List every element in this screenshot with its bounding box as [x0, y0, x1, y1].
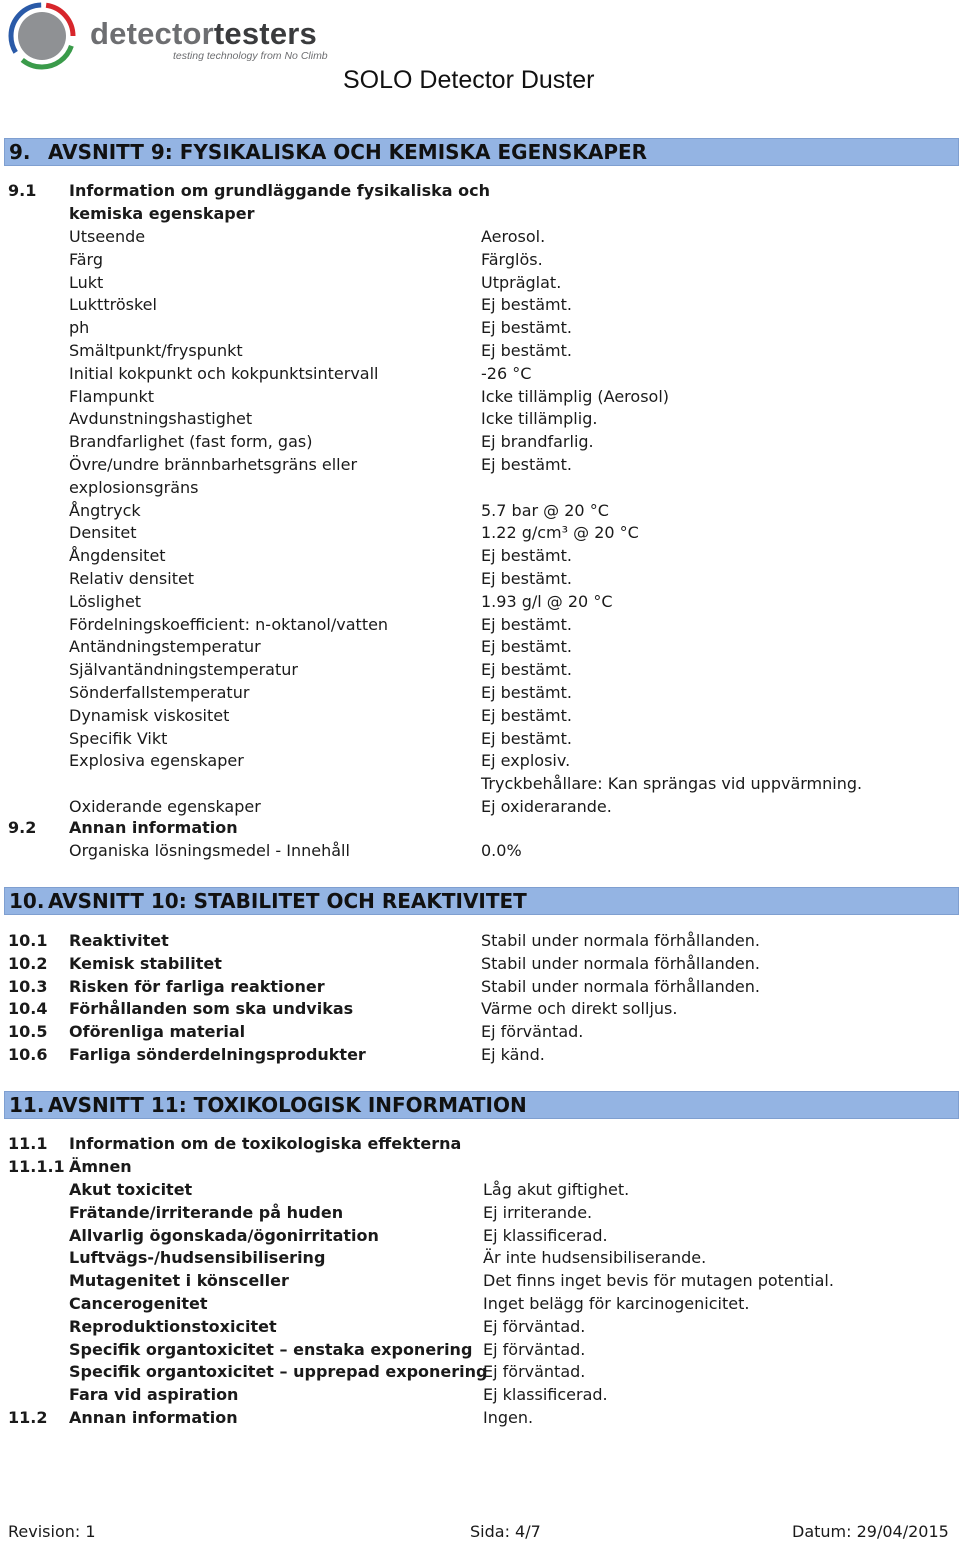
item-label: Oförenliga material [69, 1022, 246, 1042]
property-row [0, 774, 960, 797]
property-value: Ej bestämt. [481, 660, 572, 680]
property-value: 1.93 g/l @ 20 °C [481, 591, 613, 611]
property-row [0, 523, 960, 546]
property-label: Relativ densitet [69, 569, 195, 588]
item-label: Specifik organtoxicitet – enstaka exponering [69, 1339, 473, 1359]
property-row [0, 797, 960, 820]
property-label: Avdunstningshastighet [69, 409, 253, 429]
section-9-header: 9. AVSNITT 9: FYSIKALISKA OCH KEMISKA EGENSKAPER [4, 138, 959, 166]
property-row [0, 637, 960, 660]
item-number: 10.3 [8, 976, 48, 996]
item-label: Kemisk stabilitet [69, 953, 222, 973]
stability-row [0, 1045, 960, 1068]
item-label: Akut toxicitet [69, 1180, 193, 1199]
toxicology-row [0, 1385, 960, 1408]
brand-name: detectortesters [90, 16, 317, 51]
stability-row [0, 1022, 960, 1045]
stability-row [0, 977, 960, 1000]
property-row [0, 455, 960, 478]
property-row: Organiska lösningsmedel - Innehåll 0.0% [69, 841, 522, 860]
property-value: Färglös. [481, 249, 543, 269]
property-label: Initial kokpunkt och kokpunktsintervall [69, 363, 379, 383]
item-label: Farliga sönderdelningsprodukter [69, 1045, 366, 1064]
stability-row [0, 999, 960, 1022]
property-row [0, 501, 960, 524]
property-value: Ej bestämt. [481, 683, 572, 702]
property-row [0, 478, 960, 501]
property-value: Ej bestämt. [481, 341, 572, 360]
subsection-11-2: 11.2 Annan information Ingen. [8, 1408, 534, 1427]
stability-row [0, 931, 960, 954]
brand-tagline: testing technology from No Climb [173, 50, 328, 62]
item-label: Förhållanden som ska undvikas [69, 999, 354, 1019]
subsection-9-2: 9.2 Annan information [8, 818, 238, 837]
toxicology-row [0, 1294, 960, 1317]
property-row [0, 432, 960, 455]
property-label: Lukttröskel [69, 295, 157, 315]
property-value: Ej bestämt. [481, 728, 572, 748]
property-label: ph [69, 318, 90, 338]
property-value: Utpräglat. [481, 272, 562, 292]
item-label: Specifik organtoxicitet – upprepad exponering [69, 1362, 488, 1382]
property-value: Ej bestämt. [481, 318, 572, 338]
item-value: Ej klassificerad. [483, 1385, 608, 1405]
item-label: Reproduktionstoxicitet [69, 1316, 277, 1336]
property-label: Antändningstemperatur [69, 637, 261, 657]
property-label: Färg [69, 249, 103, 269]
property-label: Löslighet [69, 591, 142, 611]
item-number: 10.6 [8, 1045, 48, 1064]
toxicology-row [0, 1203, 960, 1226]
footer-page-number: Sida: 4/7 [470, 1522, 541, 1541]
stability-row [0, 954, 960, 977]
toxicology-row [0, 1340, 960, 1363]
product-title: SOLO Detector Duster [343, 66, 595, 94]
property-row [0, 409, 960, 432]
property-row [0, 615, 960, 638]
item-label: Luftvägs-/hudsensibilisering [69, 1248, 326, 1268]
property-row [0, 227, 960, 250]
section-11-header: 11. AVSNITT 11: TOXIKOLOGISK INFORMATION [4, 1091, 959, 1119]
property-row [0, 273, 960, 296]
property-label: Densitet [69, 523, 137, 543]
property-value: Tryckbehållare: Kan sprängas vid uppvärmning. [481, 774, 863, 794]
property-label: Brandfarlighet (fast form, gas) [69, 432, 313, 452]
property-value: 1.22 g/cm³ @ 20 °C [481, 523, 639, 543]
toxicology-row [0, 1362, 960, 1385]
toxicology-row [0, 1180, 960, 1203]
item-value: Är inte hudsensibiliserande. [483, 1248, 707, 1268]
property-value: Ej bestämt. [481, 546, 572, 566]
footer-revision: Revision: 1 [8, 1522, 96, 1541]
property-label: Fördelningskoefficient: n-oktanol/vatten [69, 614, 389, 634]
property-row [0, 729, 960, 752]
toxicology-row [0, 1226, 960, 1249]
toxicology-row [0, 1248, 960, 1271]
subsection-9-1-cont: kemiska egenskaper [69, 204, 255, 223]
property-label: Självantändningstemperatur [69, 660, 298, 680]
property-value: Ej bestämt. [481, 455, 572, 474]
property-value: Ej bestämt. [481, 614, 572, 634]
property-row [0, 295, 960, 318]
property-row [0, 569, 960, 592]
item-value: Ej klassificerad. [483, 1225, 608, 1245]
item-value: Stabil under normala förhållanden. [481, 953, 760, 973]
section-10-header: 10. AVSNITT 10: STABILITET OCH REAKTIVITET [4, 887, 959, 915]
property-row [0, 341, 960, 364]
property-value: Ej bestämt. [481, 569, 572, 588]
footer-date: Datum: 29/04/2015 [792, 1522, 949, 1541]
item-value: Stabil under normala förhållanden. [481, 931, 760, 950]
item-number: 10.4 [8, 999, 48, 1019]
property-label: Utseende [69, 227, 146, 246]
item-value: Ej irriterande. [483, 1202, 593, 1222]
property-value: Ej brandfarlig. [481, 432, 594, 452]
property-label: Flampunkt [69, 386, 155, 406]
item-value: Det finns inget bevis för mutagen potential. [483, 1271, 834, 1291]
property-row [0, 660, 960, 683]
item-label: Reaktivitet [69, 931, 169, 950]
property-row [0, 250, 960, 273]
property-label: Specifik Vikt [69, 728, 168, 748]
property-value: -26 °C [481, 363, 532, 383]
property-row [0, 387, 960, 410]
item-number: 10.5 [8, 1022, 48, 1042]
property-row [0, 364, 960, 387]
subsection-11-1-1: 11.1.1 Ämnen [8, 1157, 132, 1176]
subsection-9-1: 9.1 Information om grundläggande fysikaliska och [8, 181, 491, 200]
property-value: Icke tillämplig (Aerosol) [481, 386, 670, 406]
property-row [0, 546, 960, 569]
property-label: Smältpunkt/fryspunkt [69, 341, 243, 360]
property-label: Ångdensitet [69, 546, 166, 566]
item-value: Stabil under normala förhållanden. [481, 976, 760, 996]
item-value: Ej förväntad. [483, 1339, 586, 1359]
item-label: Mutagenitet i könsceller [69, 1271, 289, 1291]
property-value: Icke tillämplig. [481, 409, 598, 429]
item-value: Värme och direkt solljus. [481, 999, 678, 1019]
property-row [0, 706, 960, 729]
item-label: Allvarlig ögonskada/ögonirritation [69, 1225, 379, 1245]
property-value: Ej bestämt. [481, 637, 572, 657]
item-number: 10.2 [8, 953, 48, 973]
property-label: Övre/undre brännbarhetsgräns eller [69, 455, 358, 474]
property-label: Oxiderande egenskaper [69, 797, 261, 816]
property-value: Aerosol. [481, 227, 546, 246]
item-value: Inget belägg för karcinogenicitet. [483, 1294, 750, 1313]
property-value: 5.7 bar @ 20 °C [481, 500, 609, 520]
item-value: Låg akut giftighet. [483, 1180, 630, 1199]
property-label: Dynamisk viskositet [69, 705, 230, 725]
item-number: 10.1 [8, 931, 48, 950]
item-label: Cancerogenitet [69, 1294, 208, 1313]
property-label: Sönderfallstemperatur [69, 683, 250, 702]
item-value: Ej förväntad. [483, 1316, 586, 1336]
property-value: Ej bestämt. [481, 295, 572, 315]
item-label: Frätande/irriterande på huden [69, 1202, 344, 1222]
item-value: Ej förväntad. [481, 1022, 584, 1042]
property-label: Explosiva egenskaper [69, 751, 244, 771]
property-value: Ej bestämt. [481, 705, 572, 725]
item-value: Ej förväntad. [483, 1362, 586, 1382]
property-label: Ångtryck [69, 500, 141, 520]
property-row [0, 683, 960, 706]
toxicology-row [0, 1317, 960, 1340]
property-value: Ej oxiderarande. [481, 797, 612, 816]
toxicology-row [0, 1271, 960, 1294]
detectortesters-logo-icon [6, 2, 78, 70]
property-row [0, 751, 960, 774]
item-label: Fara vid aspiration [69, 1385, 239, 1405]
property-row [0, 592, 960, 615]
property-label: explosionsgräns [69, 477, 199, 497]
item-value: Ej känd. [481, 1045, 545, 1064]
property-label: Lukt [69, 272, 104, 292]
item-label: Risken för farliga reaktioner [69, 976, 325, 996]
property-value: Ej explosiv. [481, 751, 571, 771]
subsection-11-1: 11.1 Information om de toxikologiska effekterna [8, 1134, 462, 1153]
property-row [0, 318, 960, 341]
